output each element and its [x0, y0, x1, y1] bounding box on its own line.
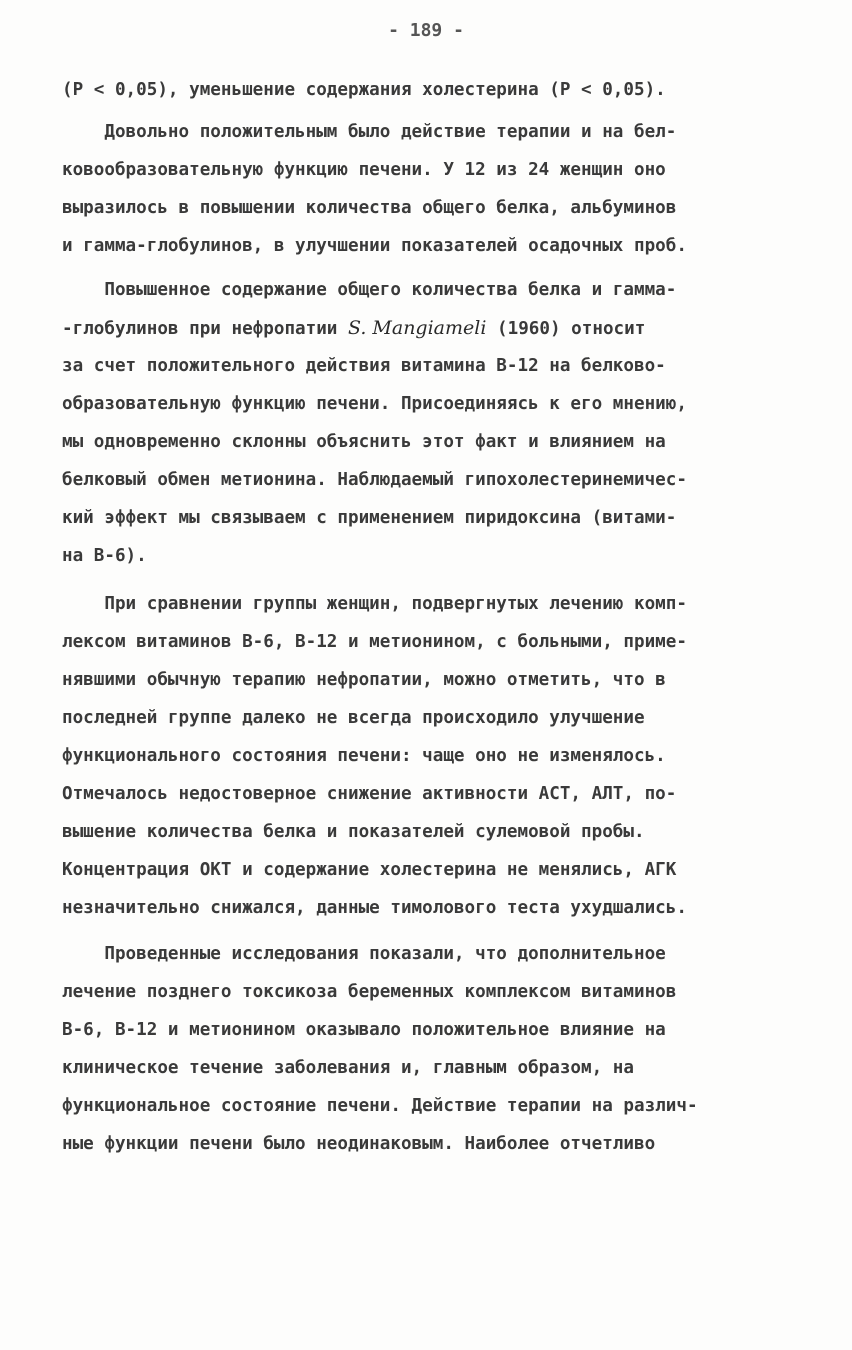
text-line-1: (P < 0,05), уменьшение содержания холестерина (P < 0,05).: [62, 80, 666, 100]
text-line-12: кий эффект мы связываем с применением пиридоксина (витами-: [62, 508, 677, 528]
text-line-7: [62, 318, 645, 339]
text-line-10: мы одновременно склонны объяснить этот факт и влиянием на: [62, 432, 666, 452]
text-line-20: вышение количества белка и показателей сулемовой пробы.: [62, 822, 645, 842]
text-line-8: за счет положительного действия витамина В-12 на белково-: [62, 356, 666, 376]
text-line-23: Проведенные исследования показали, что дополнительное: [62, 944, 666, 964]
text-line-4: выразилось в повышении количества общего белка, альбуминов: [62, 198, 677, 218]
text-line-7-start: -глобулинов при нефропатии: [62, 319, 338, 339]
handwritten-author-name: S. Mangiameli: [348, 317, 487, 339]
text-line-25: В-6, В-12 и метионином оказывало положительное влияние на: [62, 1020, 666, 1040]
text-line-19: Отмечалось недостоверное снижение активности АСТ, АЛТ, по-: [62, 784, 677, 804]
page-number: - 189 -: [388, 20, 464, 41]
text-line-11: белковый обмен метионина. Наблюдаемый гипохолестеринемичес-: [62, 470, 687, 490]
text-line-22: незначительно снижался, данные тимолового теста ухудшались.: [62, 898, 687, 918]
text-line-9: образовательную функцию печени. Присоединяясь к его мнению,: [62, 394, 687, 414]
text-line-17: последней группе далеко не всегда происходило улучшение: [62, 708, 645, 728]
text-line-26: клиническое течение заболевания и, главным образом, на: [62, 1058, 634, 1078]
text-line-2: Довольно положительным было действие терапии и на бел-: [62, 122, 677, 142]
text-line-16: нявшими обычную терапию нефропатии, можно отметить, что в: [62, 670, 666, 690]
text-line-14: При сравнении группы женщин, подвергнутых лечению комп-: [62, 594, 687, 614]
text-line-27: функциональное состояние печени. Действие терапии на различ-: [62, 1096, 698, 1116]
text-line-21: Концентрация ОКТ и содержание холестерина не менялись, АГК: [62, 860, 677, 880]
text-line-28: ные функции печени было неодинаковым. Наиболее отчетливо: [62, 1134, 656, 1154]
text-line-7-end: (1960) относит: [486, 319, 646, 339]
text-line-3: ковообразовательную функцию печени. У 12 из 24 женщин оно: [62, 160, 666, 180]
text-line-18: функционального состояния печени: чаще оно не изменялось.: [62, 746, 666, 766]
text-line-15: лексом витаминов В-6, В-12 и метионином, с больными, приме-: [62, 632, 687, 652]
text-line-24: лечение позднего токсикоза беременных комплексом витаминов: [62, 982, 677, 1002]
text-line-5: и гамма-глобулинов, в улучшении показателей осадочных проб.: [62, 236, 687, 256]
text-line-13: на В-6).: [62, 546, 147, 566]
text-line-6: Повышенное содержание общего количества белка и гамма-: [62, 280, 677, 300]
